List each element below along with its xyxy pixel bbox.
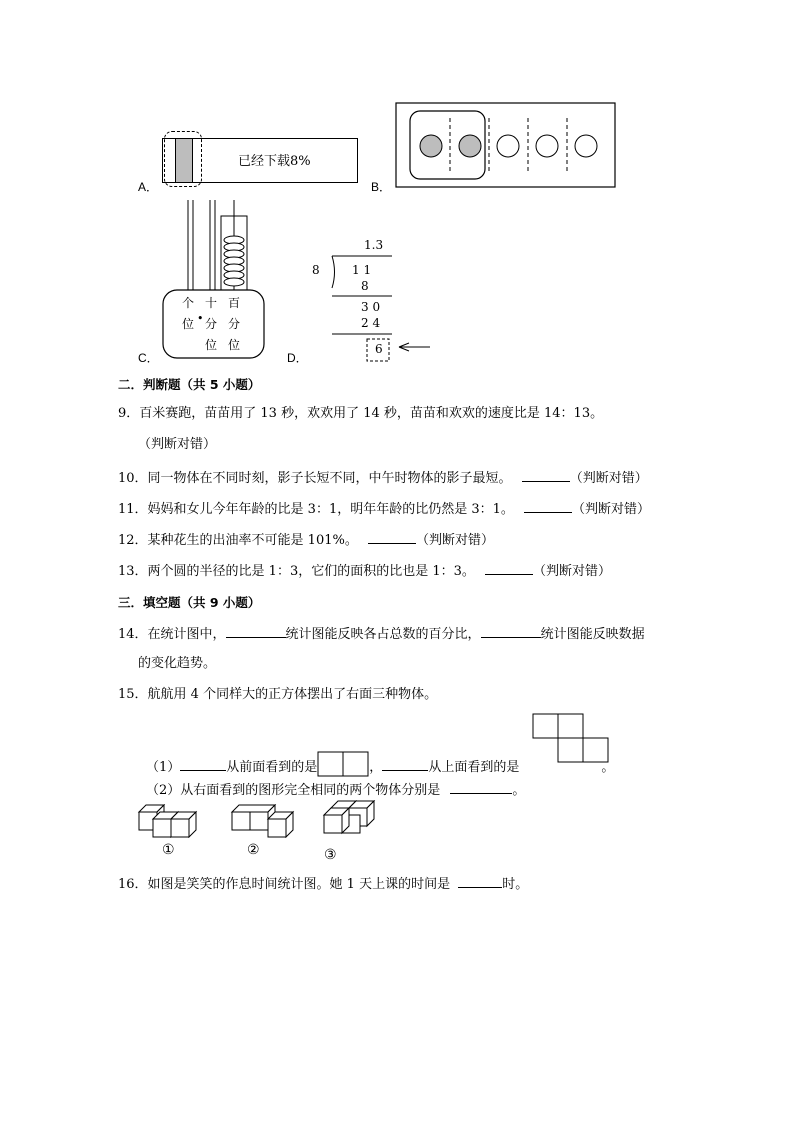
question-15-p1-a: （1） bbox=[146, 760, 181, 775]
option-a-label: A． bbox=[138, 180, 159, 194]
place-col-3 bbox=[228, 293, 240, 356]
question-14-line2: 的变化趋势。 bbox=[138, 656, 217, 671]
question-15-p2-end: 。 bbox=[512, 783, 526, 798]
place-char: 位 bbox=[228, 338, 241, 352]
answer-blank-15a[interactable] bbox=[180, 756, 226, 771]
question-13-tail: （判断对错） bbox=[533, 564, 612, 579]
answer-blank-16[interactable] bbox=[458, 873, 502, 888]
division-row-2: 3 0 bbox=[361, 300, 381, 314]
quotient: 1.3 bbox=[364, 238, 384, 252]
question-16-tail: 时。 bbox=[502, 877, 529, 892]
circles-figure bbox=[395, 102, 617, 190]
download-text: 已经下载8% bbox=[238, 154, 311, 169]
question-14-part-c: 统计图能反映数据 bbox=[540, 627, 645, 642]
answer-blank-15c[interactable] bbox=[450, 779, 512, 794]
place-char: 个 bbox=[182, 296, 195, 310]
front-view-shape bbox=[317, 751, 369, 777]
place-char: 分 bbox=[205, 317, 218, 331]
answer-blank-11[interactable] bbox=[524, 498, 572, 513]
place-char: 百 bbox=[228, 296, 241, 310]
question-9-line2: （判断对错） bbox=[138, 437, 217, 452]
question-14-line1 bbox=[118, 623, 645, 644]
question-15-p1-b: 从前面看到的是 bbox=[226, 760, 318, 775]
figure-label-1: ① bbox=[162, 842, 175, 858]
question-15-p1-e: 。 bbox=[601, 760, 615, 775]
place-char: 位 bbox=[205, 338, 218, 352]
question-12 bbox=[118, 529, 494, 550]
decimal-dot: • bbox=[197, 312, 204, 325]
question-10-tail: （判断对错） bbox=[569, 471, 648, 486]
question-15-part1 bbox=[146, 751, 614, 777]
answer-blank-12[interactable] bbox=[368, 529, 416, 544]
remainder: 6 bbox=[375, 342, 383, 356]
question-13-text: 13．两个圆的半径的比是 1：3，它们的面积的比也是 1：3。 bbox=[118, 564, 475, 579]
answer-blank-14b[interactable] bbox=[481, 623, 541, 638]
section-2-heading: 二．判断题（共 5 小题） bbox=[118, 377, 261, 392]
place-col-2 bbox=[205, 293, 217, 356]
question-15-line1: 15．航航用 4 个同样大的正方体摆出了右面三种物体。 bbox=[118, 687, 438, 702]
question-11-text: 11．妈妈和女儿今年年龄的比是 3：1，明年年龄的比仍然是 3：1。 bbox=[118, 502, 514, 517]
question-10 bbox=[118, 467, 648, 488]
bracket-curve bbox=[332, 256, 335, 288]
option-d-label: D． bbox=[287, 351, 308, 365]
question-14-part-b: 统计图能反映各占总数的百分比， bbox=[285, 627, 481, 642]
question-16 bbox=[118, 873, 528, 894]
bead bbox=[224, 278, 244, 286]
question-13 bbox=[118, 560, 611, 581]
question-10-text: 10．同一物体在不同时刻，影子长短不同，中午时物体的影子最短。 bbox=[118, 471, 512, 486]
circle-4 bbox=[536, 135, 558, 157]
highlight-dashed-box bbox=[164, 131, 202, 187]
question-12-tail: （判断对错） bbox=[415, 533, 494, 548]
answer-blank-13[interactable] bbox=[485, 560, 533, 575]
question-15-p2-text: （2）从右面看到的图形完全相同的两个物体分别是 bbox=[146, 783, 441, 798]
division-row-3: 2 4 bbox=[361, 316, 381, 330]
figure-label-2: ② bbox=[247, 842, 260, 858]
cube-object-2 bbox=[230, 804, 298, 838]
place-char: 十 bbox=[205, 296, 218, 310]
question-11-tail: （判断对错） bbox=[572, 502, 651, 517]
figure-label-3: ③ bbox=[324, 847, 337, 863]
shaded-circle-2 bbox=[459, 135, 481, 157]
shaded-circle-1 bbox=[420, 135, 442, 157]
question-16-text: 16．如图是笑笑的作息时间统计图。她 1 天上课的时间是 bbox=[118, 877, 451, 892]
divisor: 8 bbox=[312, 263, 320, 277]
circle-3 bbox=[497, 135, 519, 157]
cube-object-1 bbox=[137, 804, 201, 838]
place-char: 分 bbox=[228, 317, 241, 331]
question-9-line1: 9．百米赛跑，苗苗用了 13 秒，欢欢用了 14 秒，苗苗和欢欢的速度比是 14：13。 bbox=[118, 406, 604, 421]
question-11 bbox=[118, 498, 650, 519]
question-12-text: 12．某种花生的出油率不可能是 101%。 bbox=[118, 533, 358, 548]
question-15-p1-c: ， bbox=[369, 760, 383, 775]
dividend: 1 1 bbox=[352, 263, 372, 277]
answer-blank-10[interactable] bbox=[522, 467, 570, 482]
option-b-label: B． bbox=[371, 180, 392, 194]
division-row-1: 8 bbox=[361, 279, 369, 293]
place-col-1 bbox=[182, 293, 194, 335]
option-c-label: C． bbox=[138, 351, 159, 365]
cube-object-3 bbox=[322, 800, 386, 846]
circle-5 bbox=[575, 135, 597, 157]
question-15-part2 bbox=[146, 779, 525, 800]
answer-blank-15b[interactable] bbox=[382, 756, 428, 771]
question-14-part-a: 14．在统计图中， bbox=[118, 627, 226, 642]
question-15-p1-d: 从上面看到的是 bbox=[428, 760, 520, 775]
place-char: 位 bbox=[182, 317, 195, 331]
answer-blank-14a[interactable] bbox=[226, 623, 286, 638]
section-3-heading: 三．填空题（共 9 小题） bbox=[118, 595, 261, 610]
